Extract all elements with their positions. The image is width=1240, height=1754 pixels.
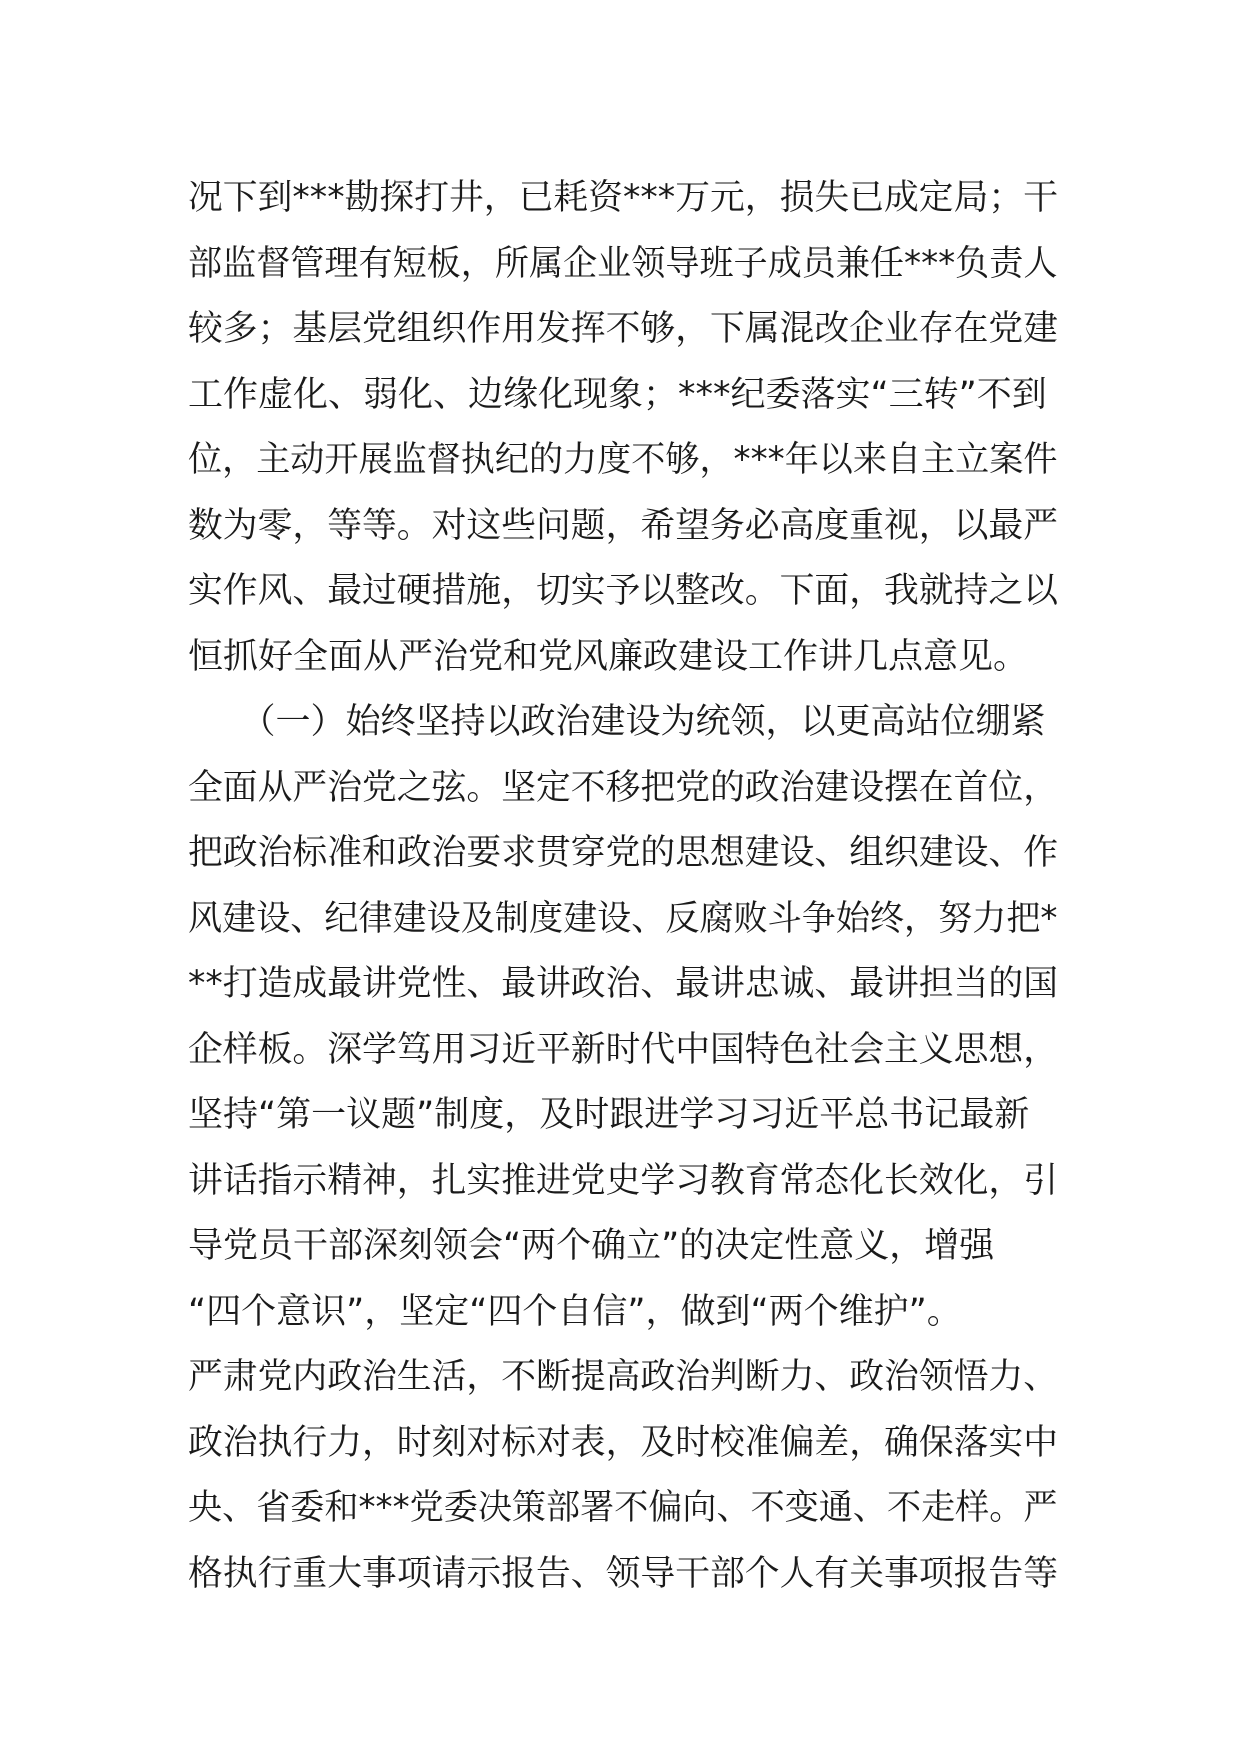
text-line: 央、省委和***党委决策部署不偏向、不变通、不走样。严 [188,1488,1058,1528]
text-line: **打造成最讲党性、最讲政治、最讲忠诚、最讲担当的国 [188,964,1059,1004]
text-line: 全面从严治党之弦。坚定不移把党的政治建设摆在首位， [188,767,1059,808]
text-line: 位，主动开展监督执纪的力度不够，***年以来自主立案件 [188,440,1058,480]
text-line: 严肃党内政治生活，不断提高政治判断力、政治领悟力、 [188,1357,1059,1397]
text-line: 导党员干部深刻领会“两个确立”的决定性意义，增强 [188,1226,995,1266]
text-line: 较多；基层党组织作用发挥不够，下属混改企业存在党建 [188,309,1059,349]
text-line: 况下到***勘探打井，已耗资***万元，损失已成定局；干 [188,178,1059,218]
text-line: 工作虚化、弱化、边缘化现象；***纪委落实“三转”不到 [188,374,1047,415]
text-line: 政治执行力，时刻对标对表，及时校准偏差，确保落实中 [188,1422,1059,1463]
text-line: 坚持“第一议题”制度，及时跟进学习习近平总书记最新 [188,1095,1030,1135]
body-text [188,166,1058,1607]
text-line: “四个意识”，坚定“四个自信”，做到“两个维护”。 [188,1291,962,1332]
section-heading-line: （一）始终坚持以政治建设为统领，以更高站位绷紧 [188,702,1046,742]
text-line: 风建设、纪律建设及制度建设、反腐败斗争始终，努力把* [188,898,1058,939]
text-line: 恒抓好全面从严治党和党风廉政建设工作讲几点意见。 [188,636,1029,677]
text-line: 实作风、最过硬措施，切实予以整改。下面，我就持之以 [188,571,1059,611]
text-line: 企样板。深学笃用习近平新时代中国特色社会主义思想， [188,1029,1059,1070]
text-line: 部监督管理有短板，所属企业领导班子成员兼任***负责人 [188,243,1058,284]
text-line: 格执行重大事项请示报告、领导干部个人有关事项报告等 [188,1553,1059,1594]
text-line: 讲话指示精神，扎实推进党史学习教育常态化长效化，引 [188,1160,1059,1201]
text-line: 把政治标准和政治要求贯穿党的思想建设、组织建设、作 [188,833,1059,873]
text-line: 数为零，等等。对这些问题，希望务必高度重视，以最严 [188,505,1059,546]
